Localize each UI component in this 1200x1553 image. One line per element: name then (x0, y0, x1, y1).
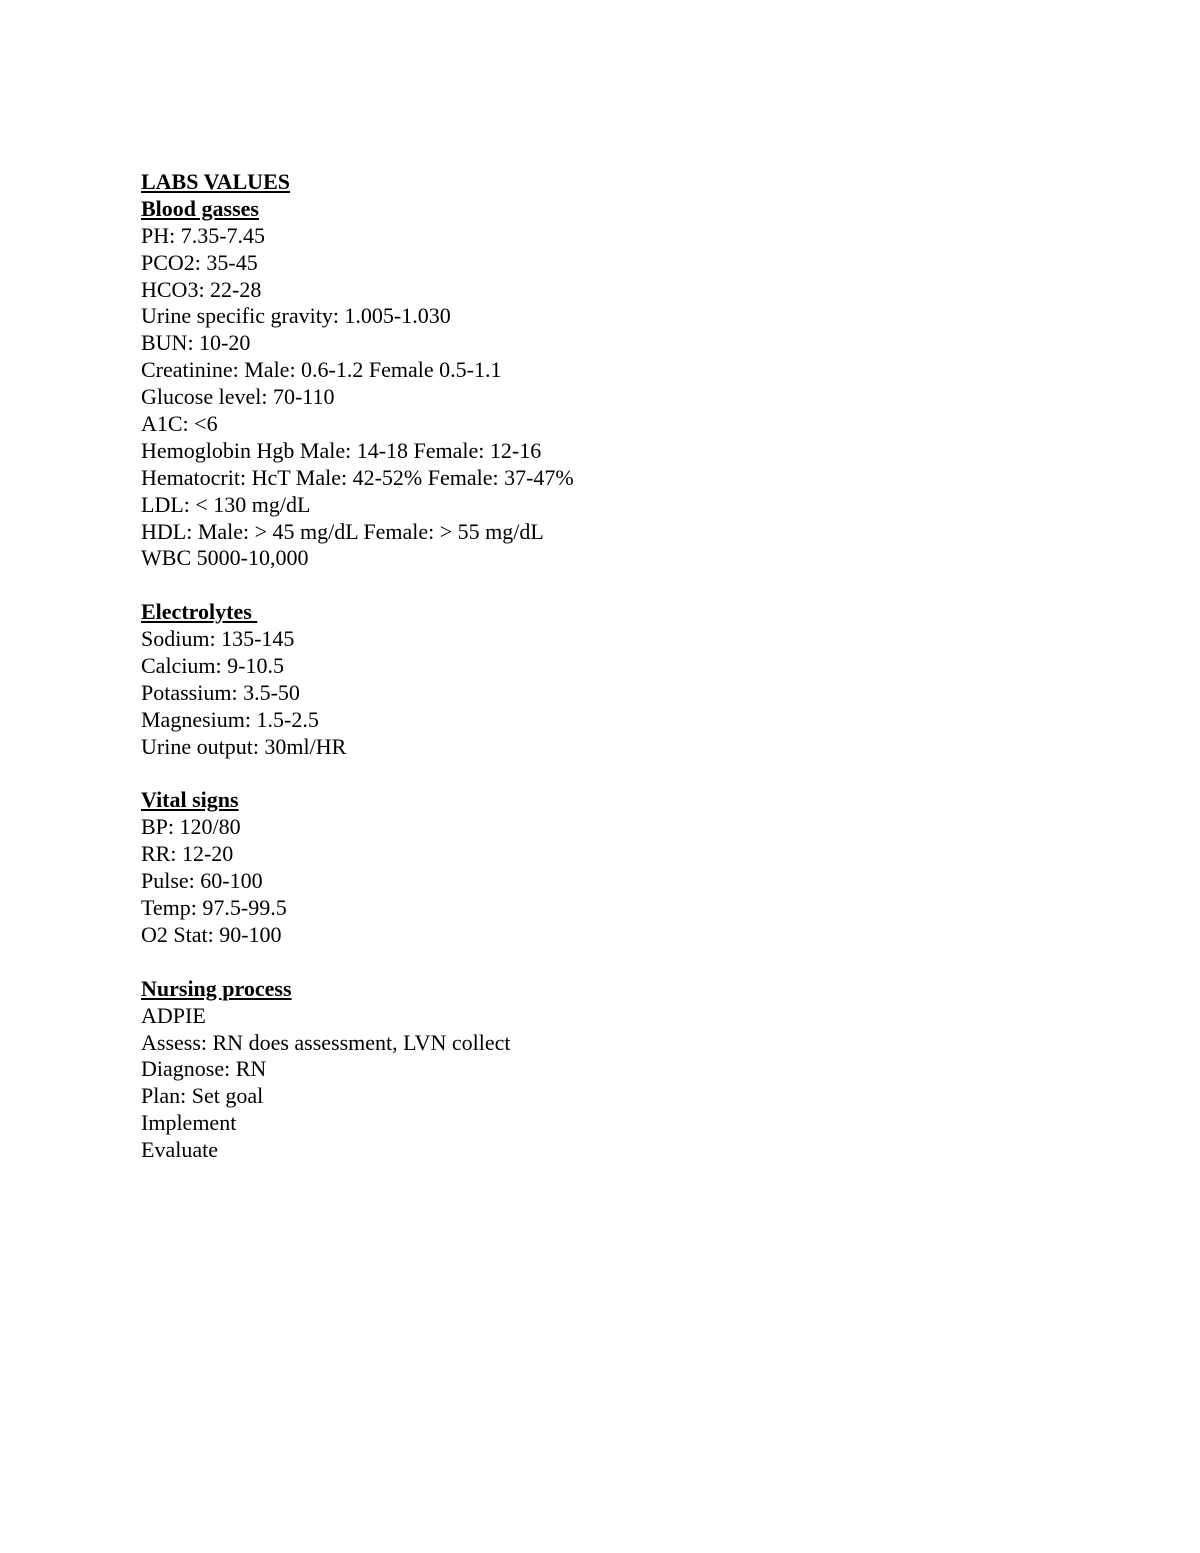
process-step-line: Diagnose: RN (141, 1056, 267, 1082)
lab-value-line: Calcium: 9-10.5 (141, 653, 284, 679)
process-step-line: Implement (141, 1110, 237, 1136)
lab-value-line: PCO2: 35-45 (141, 249, 258, 275)
lab-value-line: Urine specific gravity: 1.005-1.030 (141, 303, 451, 329)
section-electrolytes (141, 599, 1121, 760)
lab-value-line: Hemoglobin Hgb Male: 14-18 Female: 12-16 (141, 437, 542, 463)
vital-sign-line: BP: 120/80 (141, 814, 241, 840)
lab-value-line: Glucose level: 70-110 (141, 384, 335, 410)
lab-value-line: WBC 5000-10,000 (141, 545, 309, 571)
lab-value-line: HDL: Male: > 45 mg/dL Female: > 55 mg/dL (141, 518, 544, 544)
document-body (141, 169, 1121, 1164)
section-nursing-process (141, 976, 1121, 1164)
process-step-line: Plan: Set goal (141, 1083, 264, 1109)
lab-value-line: PH: 7.35-7.45 (141, 222, 266, 248)
vital-sign-line: O2 Stat: 90-100 (141, 921, 282, 947)
document-title: LABS VALUES (141, 169, 290, 194)
vital-sign-line: Pulse: 60-100 (141, 868, 263, 894)
vital-sign-line: RR: 12-20 (141, 841, 234, 867)
lab-value-line: LDL: < 130 mg/dL (141, 491, 311, 517)
section-vital-signs (141, 787, 1121, 948)
lab-value-line: Sodium: 135-145 (141, 626, 295, 652)
blank-line (141, 949, 1121, 976)
blank-line (141, 761, 1121, 788)
lab-value-line: HCO3: 22-28 (141, 276, 262, 302)
lab-value-line: A1C: <6 (141, 411, 218, 437)
lab-value-line: Potassium: 3.5-50 (141, 679, 300, 705)
section-heading: Nursing process (141, 975, 292, 1001)
section-heading: Blood gasses (141, 195, 259, 221)
blank-line (141, 572, 1121, 599)
section-heading: Electrolytes (141, 599, 258, 625)
lab-value-line: Magnesium: 1.5-2.5 (141, 706, 319, 732)
process-step-line: Evaluate (141, 1137, 218, 1163)
process-step-line: ADPIE (141, 1002, 206, 1028)
lab-value-line: Hematocrit: HcT Male: 42-52% Female: 37-47% (141, 464, 574, 490)
lab-value-line: BUN: 10-20 (141, 330, 251, 356)
lab-value-line: Creatinine: Male: 0.6-1.2 Female 0.5-1.1 (141, 357, 502, 383)
process-step-line: Assess: RN does assessment, LVN collect (141, 1029, 511, 1055)
section-heading: Vital signs (141, 787, 239, 813)
vital-sign-line: Temp: 97.5-99.5 (141, 895, 287, 921)
lab-value-line: Urine output: 30ml/HR (141, 733, 347, 759)
section-blood-gasses (141, 196, 1121, 572)
